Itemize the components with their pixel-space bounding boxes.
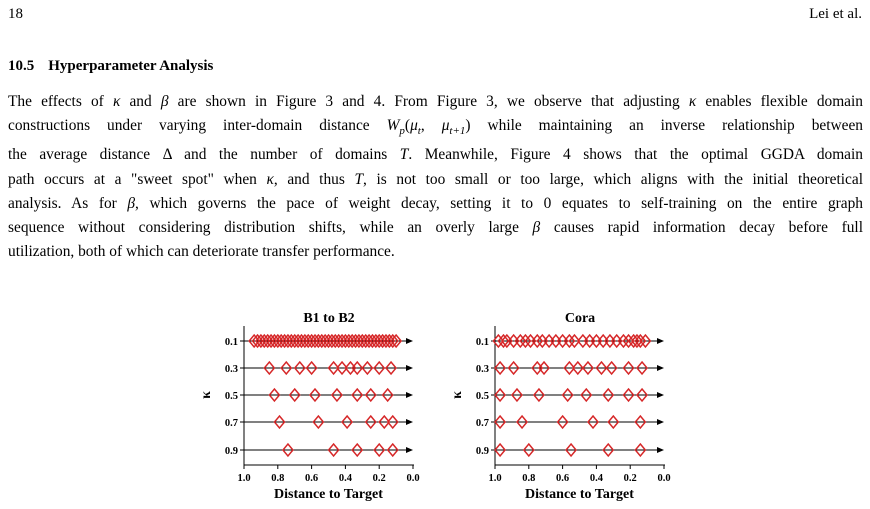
chart-title: B1 to B2 xyxy=(303,311,355,326)
chart-panel xyxy=(199,311,420,502)
y-axis-label: κ xyxy=(199,391,214,399)
x-tick-label: 0.2 xyxy=(623,473,637,484)
x-tick-label: 1.0 xyxy=(237,473,251,484)
y-tick-label: 0.5 xyxy=(475,391,489,402)
y-tick-label: 0.1 xyxy=(224,337,238,348)
x-tick-label: 0.4 xyxy=(589,473,603,484)
x-tick-label: 1.0 xyxy=(488,473,502,484)
row-arrowhead xyxy=(406,392,413,398)
row-arrowhead xyxy=(406,365,413,371)
paragraph-line: sequence without considering distribution shifts, while an overly large β causes rapid information decay before full xyxy=(8,219,863,237)
y-tick-label: 0.7 xyxy=(475,418,489,429)
x-tick-label: 0.0 xyxy=(657,473,671,484)
x-tick-label: 0.8 xyxy=(522,473,536,484)
x-tick-label: 0.6 xyxy=(556,473,570,484)
paragraph-line: constructions under varying inter-domain distance $W_p(\mu_t$, $\mu_{t+1}$) while maintaining an inverse relationship between xyxy=(8,117,863,138)
y-tick-label: 0.3 xyxy=(475,364,489,375)
section-number: 10.5 xyxy=(8,58,35,74)
row-arrowhead xyxy=(657,338,664,344)
y-tick-label: 0.9 xyxy=(475,446,489,457)
x-axis-label: Distance to Target xyxy=(274,487,383,502)
x-tick-label: 0.8 xyxy=(271,473,285,484)
row-arrowhead xyxy=(406,338,413,344)
x-tick-label: 0.6 xyxy=(305,473,319,484)
chart-panel xyxy=(450,311,671,502)
row-arrowhead xyxy=(657,447,664,453)
paragraph-line: analysis. As for β, which governs the pace of weight decay, setting it to 0 equates to self-training on the entire graph xyxy=(8,194,863,212)
chart-title: Cora xyxy=(564,311,596,326)
y-tick-label: 0.1 xyxy=(475,337,489,348)
row-arrowhead xyxy=(406,447,413,453)
row-arrowhead xyxy=(657,419,664,425)
x-tick-label: 0.4 xyxy=(338,473,352,484)
row-arrowhead xyxy=(406,419,413,425)
y-axis-label: κ xyxy=(450,391,465,399)
running-title: Lei et al. xyxy=(809,6,862,22)
x-axis-label: Distance to Target xyxy=(525,487,634,502)
y-tick-label: 0.5 xyxy=(224,391,238,402)
page-number: 18 xyxy=(8,6,23,22)
y-tick-label: 0.3 xyxy=(224,364,238,375)
x-tick-label: 0.0 xyxy=(406,473,420,484)
paragraph-line: path occurs at a "sweet spot" when κ, and thus T, is not too small or too large, which aligns with the initial theoretical xyxy=(8,170,863,188)
x-tick-label: 0.2 xyxy=(372,473,386,484)
paragraph-line: utilization, both of which can deteriorate transfer performance. xyxy=(8,243,395,261)
paragraph-line: The effects of κ and β are shown in Figure 3 and 4. From Figure 3, we observe that adjusting κ enables flexible domain xyxy=(8,93,863,110)
row-arrowhead xyxy=(657,392,664,398)
y-tick-label: 0.9 xyxy=(224,446,238,457)
row-arrowhead xyxy=(657,365,664,371)
y-tick-label: 0.7 xyxy=(224,418,238,429)
paragraph-line: the average distance Δ and the number of domains T. Meanwhile, Figure 4 shows that the optimal GGDA domain xyxy=(8,146,863,164)
section-title: Hyperparameter Analysis xyxy=(48,58,214,74)
